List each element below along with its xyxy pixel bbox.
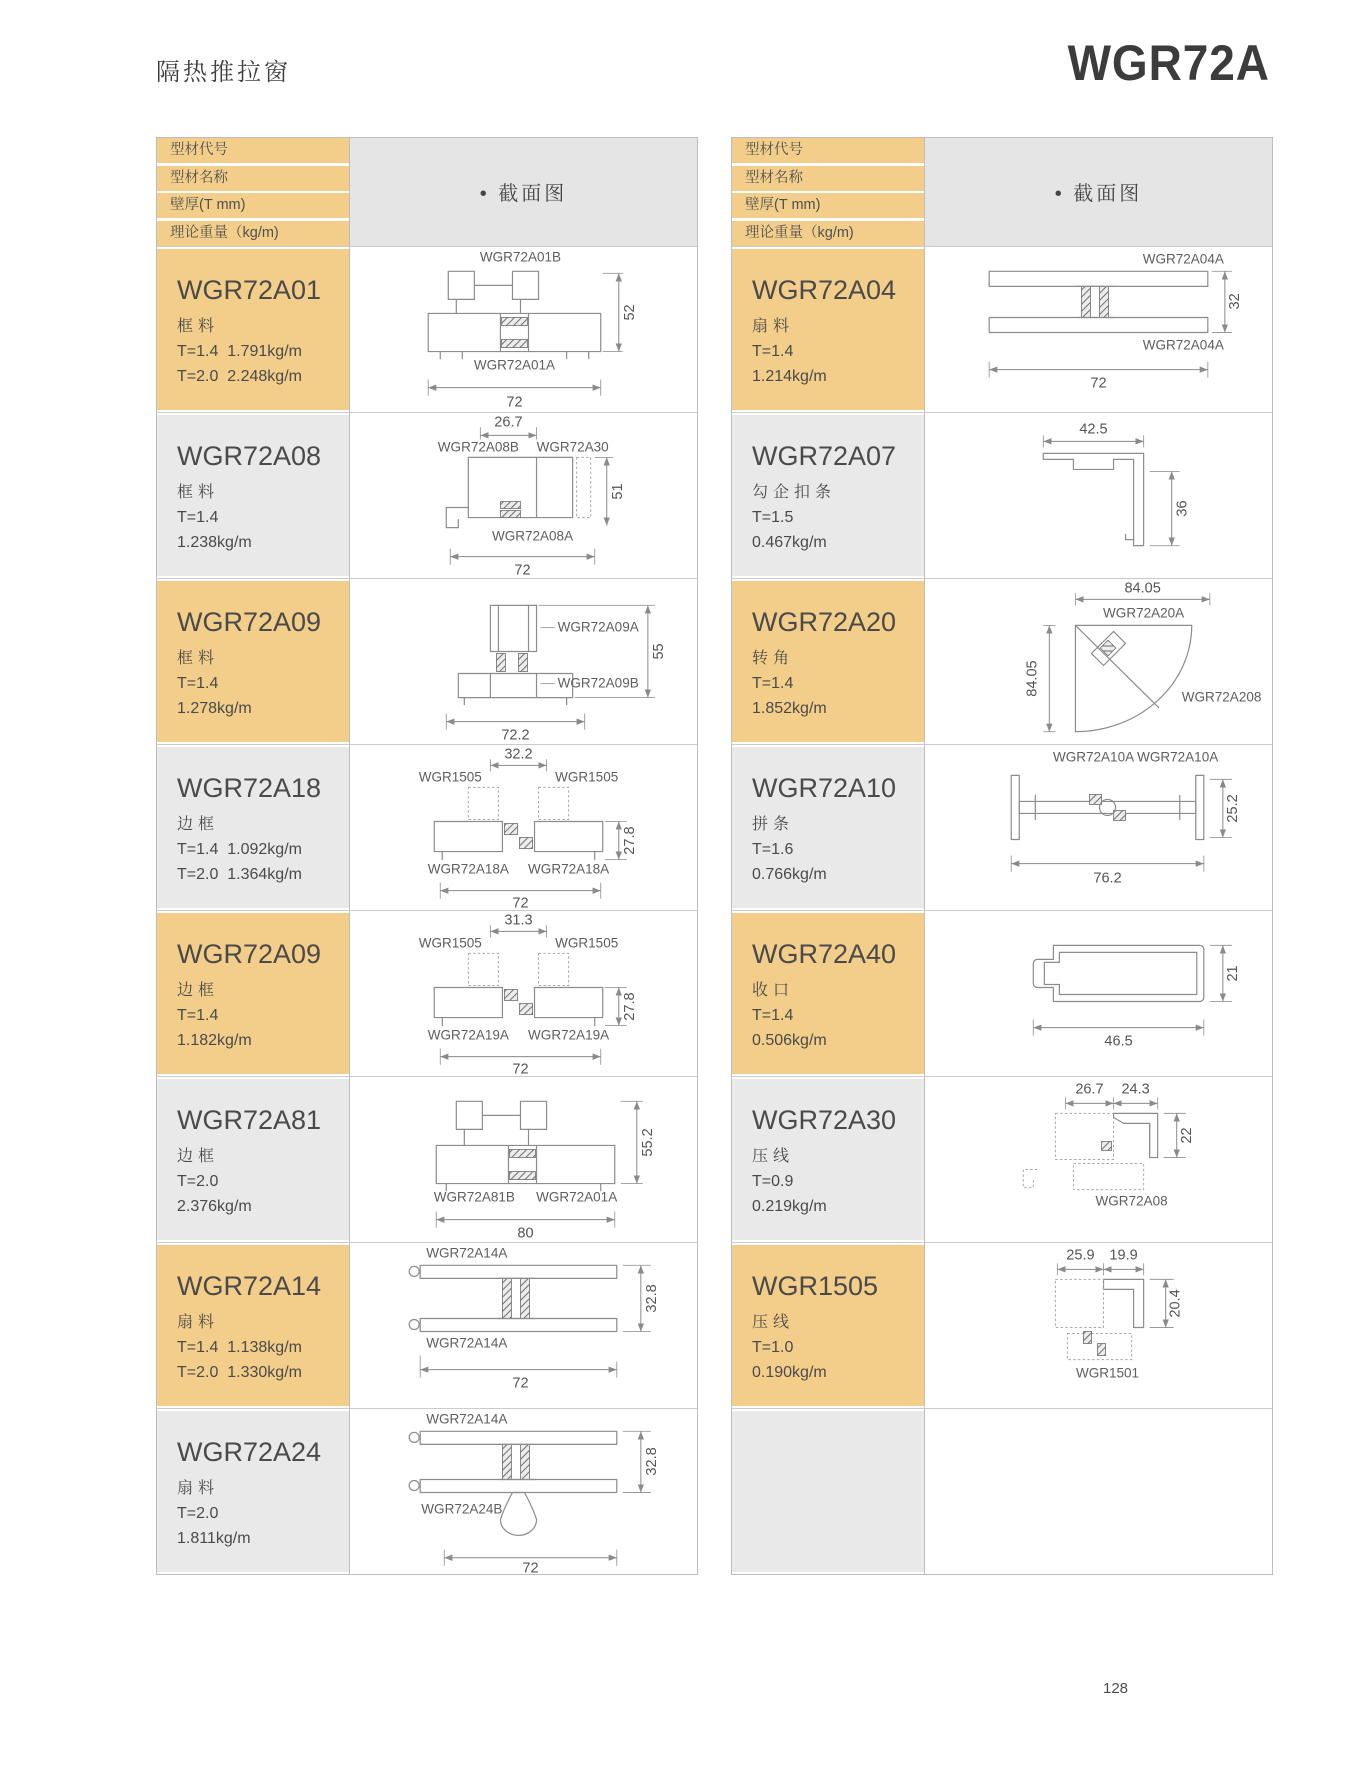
profile-name: 压线 <box>752 1313 795 1331</box>
spec-line: 0.190kg/m <box>752 1363 827 1381</box>
profile-code: WGR72A04 <box>752 274 897 305</box>
section-diagram <box>349 745 697 910</box>
table-row <box>157 744 697 910</box>
svg-text:32: 32 <box>1226 292 1243 310</box>
spec-line: T=0.9 <box>752 1172 794 1190</box>
section-diagram <box>924 247 1272 412</box>
svg-text:WGR1505: WGR1505 <box>555 934 619 950</box>
svg-text:WGR72A04A: WGR72A04A <box>1142 337 1224 353</box>
header-cell-thickness: 壁厚(T mm) <box>157 193 349 218</box>
spec-line: 1.182kg/m <box>177 1031 252 1049</box>
profile-code: WGR72A14 <box>177 1270 322 1301</box>
section-diagram <box>349 413 697 578</box>
profile-name: 框料 <box>177 483 220 501</box>
table-row <box>732 1408 1272 1574</box>
section-diagram <box>924 1077 1272 1242</box>
svg-text:20.4: 20.4 <box>1167 1288 1184 1318</box>
svg-text:WGR72A14A: WGR72A14A <box>426 1410 508 1426</box>
page-title: 隔热推拉窗 <box>156 59 291 86</box>
spec-line: T=1.4 1.092kg/m <box>177 840 302 858</box>
section-diagram <box>924 911 1272 1076</box>
table-row <box>157 910 697 1076</box>
profile-code: WGR72A09 <box>177 606 322 637</box>
svg-text:WGR72A19A: WGR72A19A <box>528 1027 610 1043</box>
spec-line: T=2.0 <box>177 1504 219 1522</box>
section-diagram <box>924 1409 1272 1574</box>
profile-code: WGR72A08 <box>177 440 322 471</box>
profile-name: 扇料 <box>177 1313 220 1331</box>
svg-text:WGR72A19A: WGR72A19A <box>427 1027 509 1043</box>
header-cell-code: 型材代号 <box>732 138 924 163</box>
table-row <box>732 412 1272 578</box>
profile-code: WGR72A07 <box>752 440 897 471</box>
part-label: WGR72A01A <box>473 357 556 373</box>
profile-name: 勾企扣条 <box>752 483 837 501</box>
table-header <box>732 138 1272 246</box>
section-diagram <box>349 911 697 1076</box>
section-view-header: • 截面图 <box>924 138 1272 246</box>
svg-text:25.2: 25.2 <box>1224 793 1241 823</box>
spec-line: 0.506kg/m <box>752 1031 827 1049</box>
profile-name: 扇料 <box>752 317 795 335</box>
svg-text:72.2: 72.2 <box>501 727 530 744</box>
svg-text:72: 72 <box>1090 375 1107 392</box>
svg-text:24.3: 24.3 <box>1121 1080 1150 1097</box>
svg-text:72: 72 <box>522 1560 539 1574</box>
page-number: 128 <box>1103 1680 1129 1697</box>
table-row <box>157 578 697 744</box>
section-diagram <box>924 579 1272 744</box>
svg-text:72: 72 <box>512 895 529 910</box>
svg-text:32.8: 32.8 <box>643 1446 660 1476</box>
svg-text:26.7: 26.7 <box>1075 1080 1104 1097</box>
svg-text:21: 21 <box>1224 964 1241 982</box>
spec-line: T=2.0 2.248kg/m <box>177 367 302 385</box>
profile-code: WGR1505 <box>752 1270 879 1301</box>
svg-text:84.05: 84.05 <box>1024 659 1041 697</box>
svg-text:WGR72A14A: WGR72A14A <box>426 1335 508 1351</box>
section-diagram <box>924 413 1272 578</box>
svg-text:WGR72A09A: WGR72A09A <box>557 618 639 634</box>
svg-text:WGR72A09B: WGR72A09B <box>557 675 639 691</box>
svg-text:72: 72 <box>512 1061 529 1076</box>
svg-text:31.3: 31.3 <box>504 911 533 928</box>
spec-line: T=1.4 <box>752 1006 794 1024</box>
spec-line: T=1.4 1.138kg/m <box>177 1338 302 1356</box>
svg-text:51: 51 <box>609 482 626 500</box>
dim-width: 72 <box>506 394 523 411</box>
profile-name: 转角 <box>752 649 795 667</box>
table-row <box>157 412 697 578</box>
section-diagram <box>349 579 697 744</box>
svg-text:WGR1505: WGR1505 <box>555 768 619 784</box>
table-row <box>732 1242 1272 1408</box>
svg-text:32.2: 32.2 <box>504 745 533 762</box>
section-diagram <box>349 1409 697 1574</box>
svg-text:WGR72A208: WGR72A208 <box>1181 689 1262 705</box>
svg-text:WGR72A24B: WGR72A24B <box>421 1501 503 1517</box>
spec-line: T=2.0 1.330kg/m <box>177 1363 302 1381</box>
svg-text:WGR72A04A: WGR72A04A <box>1142 250 1224 266</box>
svg-text:WGR72A18A: WGR72A18A <box>528 861 610 877</box>
table-row <box>157 1076 697 1242</box>
table-row <box>732 1076 1272 1242</box>
section-diagram <box>924 1243 1272 1408</box>
svg-text:WGR72A81B: WGR72A81B <box>433 1189 515 1205</box>
spec-line: 1.811kg/m <box>177 1529 251 1547</box>
table-row <box>157 1242 697 1408</box>
profile-name: 边框 <box>177 815 220 833</box>
spec-line: 0.766kg/m <box>752 865 827 883</box>
profile-table-right <box>731 137 1273 1575</box>
part-label: WGR72A01B <box>479 248 562 264</box>
profile-code: WGR72A81 <box>177 1104 322 1135</box>
section-diagram <box>349 247 697 412</box>
header-cell-thickness: 壁厚(T mm) <box>732 193 924 218</box>
table-row <box>732 910 1272 1076</box>
svg-text:WGR72A14A: WGR72A14A <box>426 1244 508 1260</box>
profile-code: WGR72A09 <box>177 938 322 969</box>
svg-text:55.2: 55.2 <box>639 1127 656 1157</box>
svg-text:80: 80 <box>517 1225 534 1242</box>
spec-line: 1.278kg/m <box>177 699 252 717</box>
profile-name: 扇料 <box>177 1479 220 1497</box>
profile-name: 收口 <box>752 981 795 999</box>
dim-height: 52 <box>621 303 638 321</box>
header-cell-code: 型材代号 <box>157 138 349 163</box>
svg-text:WGR1501: WGR1501 <box>1075 1365 1140 1381</box>
header-cell-name: 型材名称 <box>732 166 924 191</box>
table-row <box>157 1408 697 1574</box>
spec-line: 0.467kg/m <box>752 533 827 551</box>
svg-text:22: 22 <box>1178 1126 1195 1144</box>
table-row <box>732 744 1272 910</box>
spec-line: T=1.4 1.791kg/m <box>177 342 302 360</box>
svg-text:27.8: 27.8 <box>621 991 638 1021</box>
spec-line: 1.214kg/m <box>752 367 827 385</box>
spec-line: T=1.4 <box>177 508 219 526</box>
header-cell-weight: 理论重量（kg/m) <box>732 221 924 246</box>
profile-code: WGR72A20 <box>752 606 897 637</box>
svg-text:WGR1505: WGR1505 <box>418 768 482 784</box>
spec-line: T=1.0 <box>752 1338 794 1356</box>
table-header <box>157 138 697 246</box>
svg-text:WGR72A30: WGR72A30 <box>536 438 609 454</box>
series-code: WGR72A <box>1067 35 1270 91</box>
svg-text:27.8: 27.8 <box>621 825 638 855</box>
spec-line: T=1.4 <box>752 342 794 360</box>
header-cell-name: 型材名称 <box>157 166 349 191</box>
svg-text:WGR72A18A: WGR72A18A <box>427 861 509 877</box>
spec-line: T=2.0 <box>177 1172 219 1190</box>
spec-line: T=1.4 <box>177 1006 219 1024</box>
spec-line: T=1.6 <box>752 840 794 858</box>
svg-text:WGR1505: WGR1505 <box>418 934 482 950</box>
spec-line: 2.376kg/m <box>177 1197 252 1215</box>
spec-line: T=1.4 <box>177 674 219 692</box>
svg-text:WGR72A10A WGR72A10A: WGR72A10A WGR72A10A <box>1052 748 1219 764</box>
profile-code: WGR72A24 <box>177 1436 322 1467</box>
spec-line: 0.219kg/m <box>752 1197 827 1215</box>
section-diagram <box>349 1077 697 1242</box>
svg-text:72: 72 <box>512 1375 529 1392</box>
svg-text:WGR72A20A: WGR72A20A <box>1103 604 1185 620</box>
profile-code: WGR72A40 <box>752 938 897 969</box>
profile-name: 拼条 <box>752 815 795 833</box>
svg-text:46.5: 46.5 <box>1104 1033 1133 1050</box>
profile-code: WGR72A30 <box>752 1104 897 1135</box>
section-diagram <box>924 745 1272 910</box>
profile-name: 压线 <box>752 1147 795 1165</box>
svg-text:32.8: 32.8 <box>643 1283 660 1313</box>
spec-line: 1.852kg/m <box>752 699 827 717</box>
svg-text:WGR72A01A: WGR72A01A <box>536 1189 618 1205</box>
svg-text:WGR72A08B: WGR72A08B <box>437 438 519 454</box>
svg-text:72: 72 <box>514 562 531 578</box>
header-cell-weight: 理论重量（kg/m) <box>157 221 349 246</box>
spec-line: T=1.5 <box>752 508 794 526</box>
table-row <box>157 246 697 412</box>
svg-text:WGR72A08A: WGR72A08A <box>491 528 574 544</box>
svg-text:19.9: 19.9 <box>1109 1246 1138 1263</box>
profile-table-left <box>156 137 698 1575</box>
svg-text:42.5: 42.5 <box>1079 420 1108 437</box>
svg-text:WGR72A08: WGR72A08 <box>1095 1193 1168 1209</box>
profile-name: 边框 <box>177 981 220 999</box>
spec-line: T=2.0 1.364kg/m <box>177 865 302 883</box>
svg-text:76.2: 76.2 <box>1093 870 1122 887</box>
svg-text:84.05: 84.05 <box>1124 579 1161 596</box>
section-diagram <box>349 1243 697 1408</box>
profile-name: 边框 <box>177 1147 220 1165</box>
table-row <box>732 246 1272 412</box>
profile-code: WGR72A18 <box>177 772 322 803</box>
spec-line: 1.238kg/m <box>177 533 252 551</box>
profile-code: WGR72A01 <box>177 274 322 305</box>
profile-code: WGR72A10 <box>752 772 897 803</box>
profile-name: 框料 <box>177 649 220 667</box>
svg-text:36: 36 <box>1174 499 1191 517</box>
profile-name: 框料 <box>177 317 220 335</box>
table-row <box>732 578 1272 744</box>
section-view-header: • 截面图 <box>349 138 697 246</box>
svg-text:25.9: 25.9 <box>1066 1246 1095 1263</box>
svg-text:55: 55 <box>650 642 667 660</box>
svg-text:26.7: 26.7 <box>494 413 523 430</box>
spec-line: T=1.4 <box>752 674 794 692</box>
